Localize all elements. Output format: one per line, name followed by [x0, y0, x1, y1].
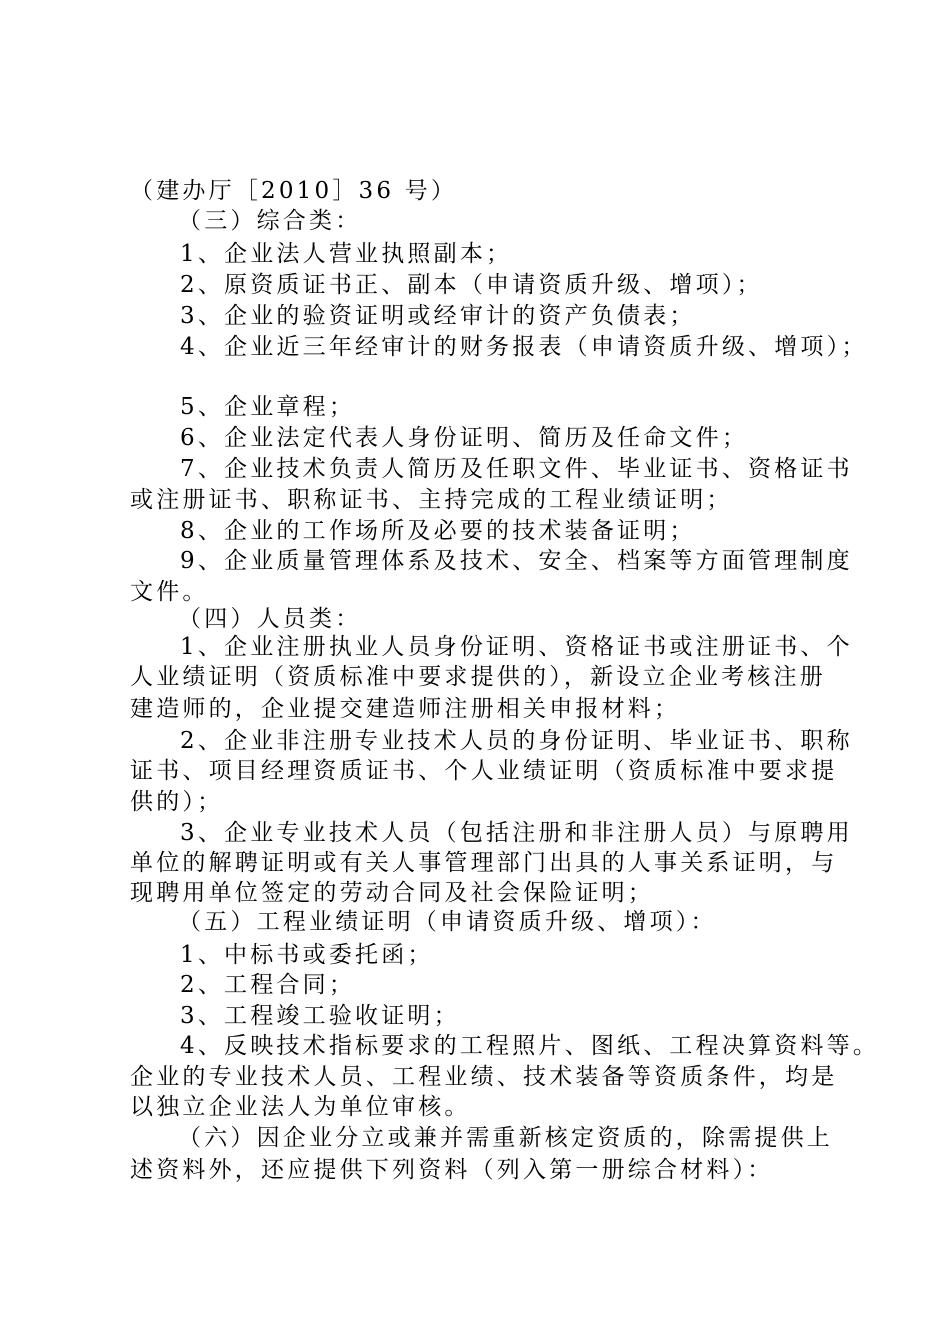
doc-line-8: 6、企业法定代表人身份证明、简历及任命文件；	[180, 425, 749, 451]
doc-line-13: 文件。	[130, 579, 209, 605]
doc-line-26: 2、工程合同；	[180, 972, 356, 998]
doc-line-25: 1、中标书或委托函；	[180, 942, 434, 968]
doc-line-17: 建造师的，企业提交建造师注册相关申报材料；	[130, 696, 681, 722]
doc-line-21: 3、企业专业技术人员（包括注册和非注册人员）与原聘用	[180, 820, 853, 846]
doc-line-12: 9、企业质量管理体系及技术、安全、档案等方面管理制度	[180, 548, 853, 574]
doc-line-16: 人业绩证明（资质标准中要求提供的），新设立企业考核注册	[130, 664, 826, 690]
doc-line-20: 供的）；	[130, 789, 224, 815]
doc-line-1: （建办厅［2010］36 号）	[130, 178, 458, 204]
doc-line-3: 1、企业法人营业执照副本；	[180, 241, 513, 267]
doc-line-32: 述资料外，还应提供下列资料（列入第一册综合材料）：	[130, 1157, 774, 1183]
doc-line-6: 4、企业近三年经审计的财务报表（申请资质升级、增项）；	[180, 334, 868, 360]
doc-line-4: 2、原资质证书正、副本（申请资质升级、增项）；	[180, 272, 763, 298]
section-heading-6: （六）因企业分立或兼并需重新核定资质的，除需提供上	[178, 1125, 833, 1151]
doc-line-18: 2、企业非注册专业技术人员的身份证明、毕业证书、职称	[180, 728, 853, 754]
doc-line-11: 8、企业的工作场所及必要的技术装备证明；	[180, 518, 696, 544]
doc-line-19: 证书、项目经理资质证书、个人业绩证明（资质标准中要求提	[130, 758, 838, 784]
doc-line-29: 企业的专业技术人员、工程业绩、技术装备等资质条件，均是	[130, 1064, 838, 1090]
section-heading-4: （四）人员类：	[178, 606, 362, 632]
section-heading-5: （五）工程业绩证明（申请资质升级、增项）：	[178, 909, 717, 935]
doc-line-30: 以独立企业法人为单位审核。	[130, 1094, 471, 1120]
doc-line-27: 3、工程竣工验收证明；	[180, 1003, 460, 1029]
section-heading-3: （三）综合类：	[178, 208, 362, 234]
doc-line-28: 4、反映技术指标要求的工程照片、图纸、工程决算资料等。	[180, 1033, 880, 1059]
doc-line-9: 7、企业技术负责人简历及任职文件、毕业证书、资格证书	[180, 456, 853, 482]
doc-line-15: 1、企业注册执业人员身份证明、资格证书或注册证书、个	[180, 634, 853, 660]
doc-line-22: 单位的解聘证明或有关人事管理部门出具的人事关系证明，与	[130, 850, 838, 876]
doc-line-10: 或注册证书、职称证书、主持完成的工程业绩证明；	[130, 487, 733, 513]
doc-line-7: 5、企业章程；	[180, 394, 356, 420]
doc-line-5: 3、企业的验资证明或经审计的资产负债表；	[180, 303, 696, 329]
doc-line-23: 现聘用单位签定的劳动合同及社会保险证明；	[130, 880, 654, 906]
